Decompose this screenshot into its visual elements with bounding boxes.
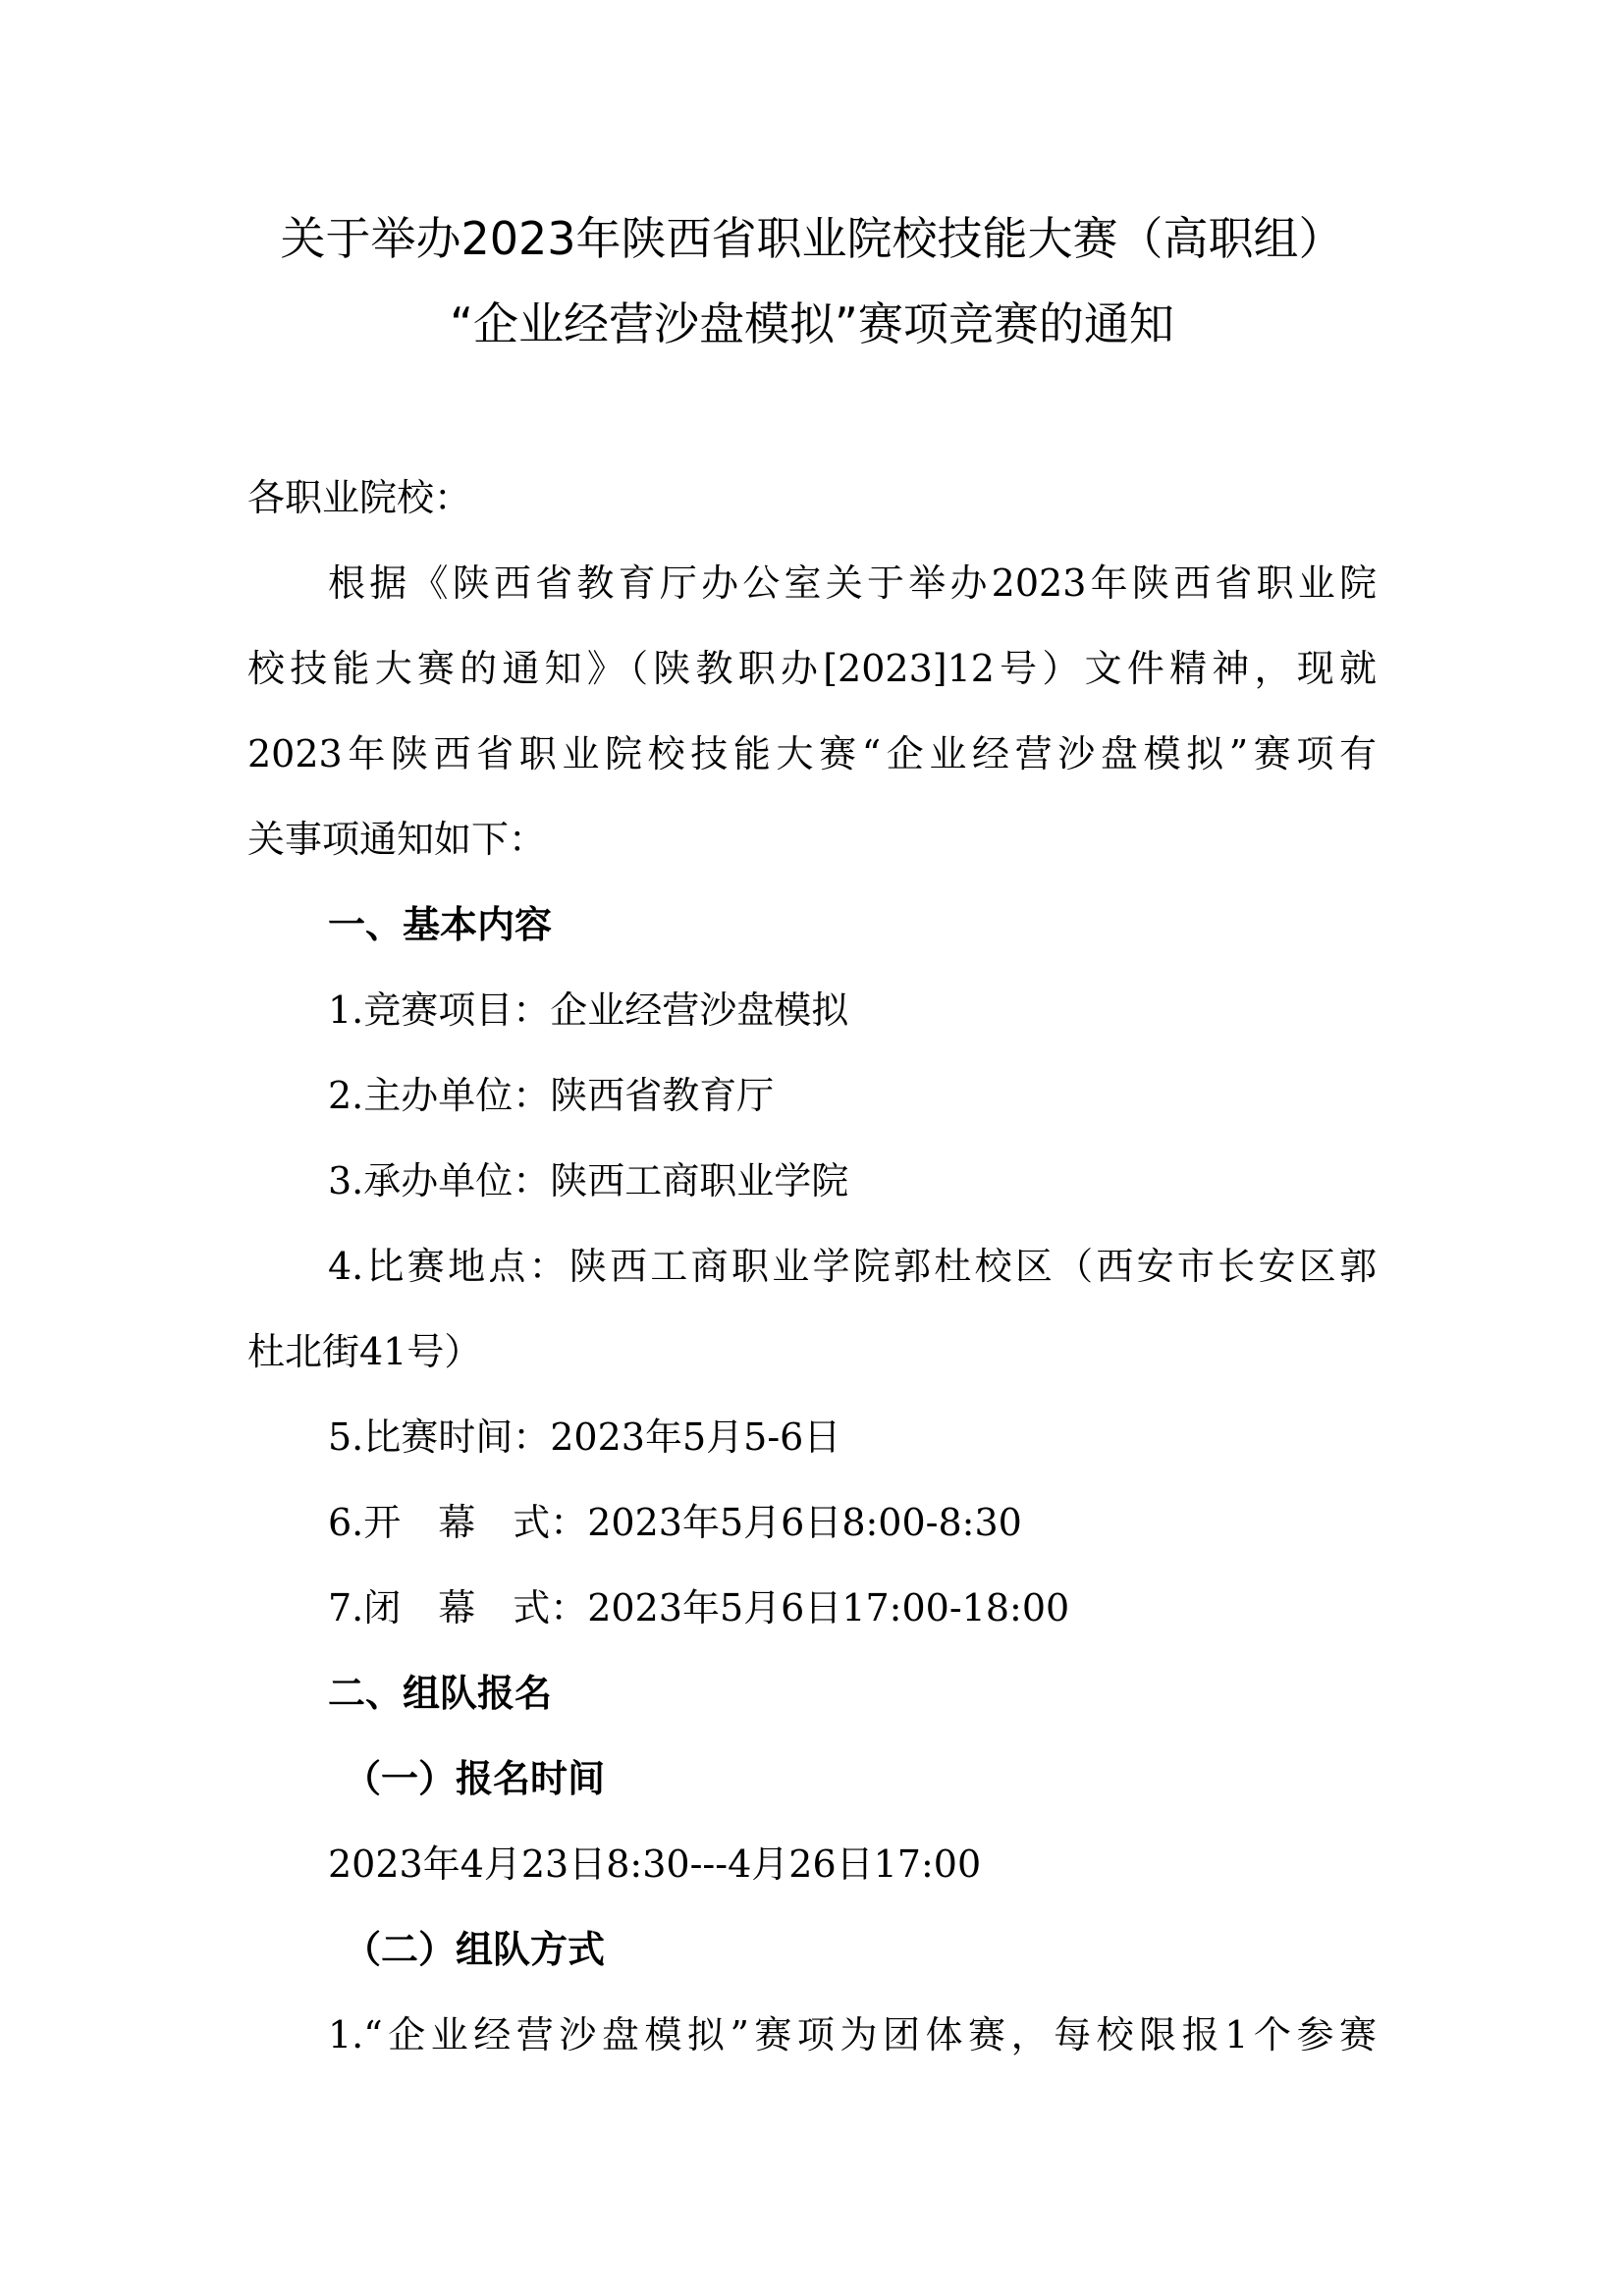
section-1-heading: 一、基本内容	[328, 903, 553, 946]
intro-line-1: 根据《陕西省教育厅办公室关于举办2023年陕西省职业院	[328, 561, 1377, 605]
section-1-item-4-continued: 杜北街41号）	[247, 1330, 482, 1373]
section-2-sub-2-item-1: 1.“企业经营沙盘模拟”赛项为团体赛，每校限报1个参赛	[328, 2013, 1377, 2056]
section-2-sub-1-text: 2023年4月23日8:30---4月26日17:00	[328, 1842, 982, 1886]
intro-line-4: 关事项通知如下：	[247, 818, 547, 861]
section-1-item-4: 4.比赛地点：陕西工商职业学院郭杜校区（西安市长安区郭	[328, 1245, 1377, 1288]
intro-line-3: 2023年陕西省职业院校技能大赛“企业经营沙盘模拟”赛项有	[247, 732, 1377, 775]
section-1-item-2: 2.主办单位：陕西省教育厅	[328, 1074, 775, 1117]
section-2-heading: 二、组队报名	[328, 1672, 553, 1715]
document-title-line-2: “企业经营沙盘模拟”赛项竞赛的通知	[450, 297, 1174, 350]
section-1-item-1: 1.竞赛项目：企业经营沙盘模拟	[328, 988, 849, 1032]
section-1-item-3: 3.承办单位：陕西工商职业学院	[328, 1159, 849, 1202]
document-title-line-1: 关于举办2023年陕西省职业院校技能大赛（高职组）	[280, 212, 1344, 265]
section-2-sub-2-heading: （二）组队方式	[344, 1927, 606, 1971]
intro-line-2: 校技能大赛的通知》（陕教职办[2023]12号）文件精神，现就	[247, 647, 1377, 690]
section-1-item-5: 5.比赛时间：2023年5月5-6日	[328, 1415, 841, 1459]
section-1-item-7: 7.闭 幕 式：2023年5月6日17:00-18:00	[328, 1586, 1070, 1629]
section-2-sub-1-heading: （一）报名时间	[344, 1756, 606, 1800]
salutation: 各职业院校：	[247, 476, 472, 519]
section-1-item-6: 6.开 幕 式：2023年5月6日8:00-8:30	[328, 1501, 1022, 1544]
